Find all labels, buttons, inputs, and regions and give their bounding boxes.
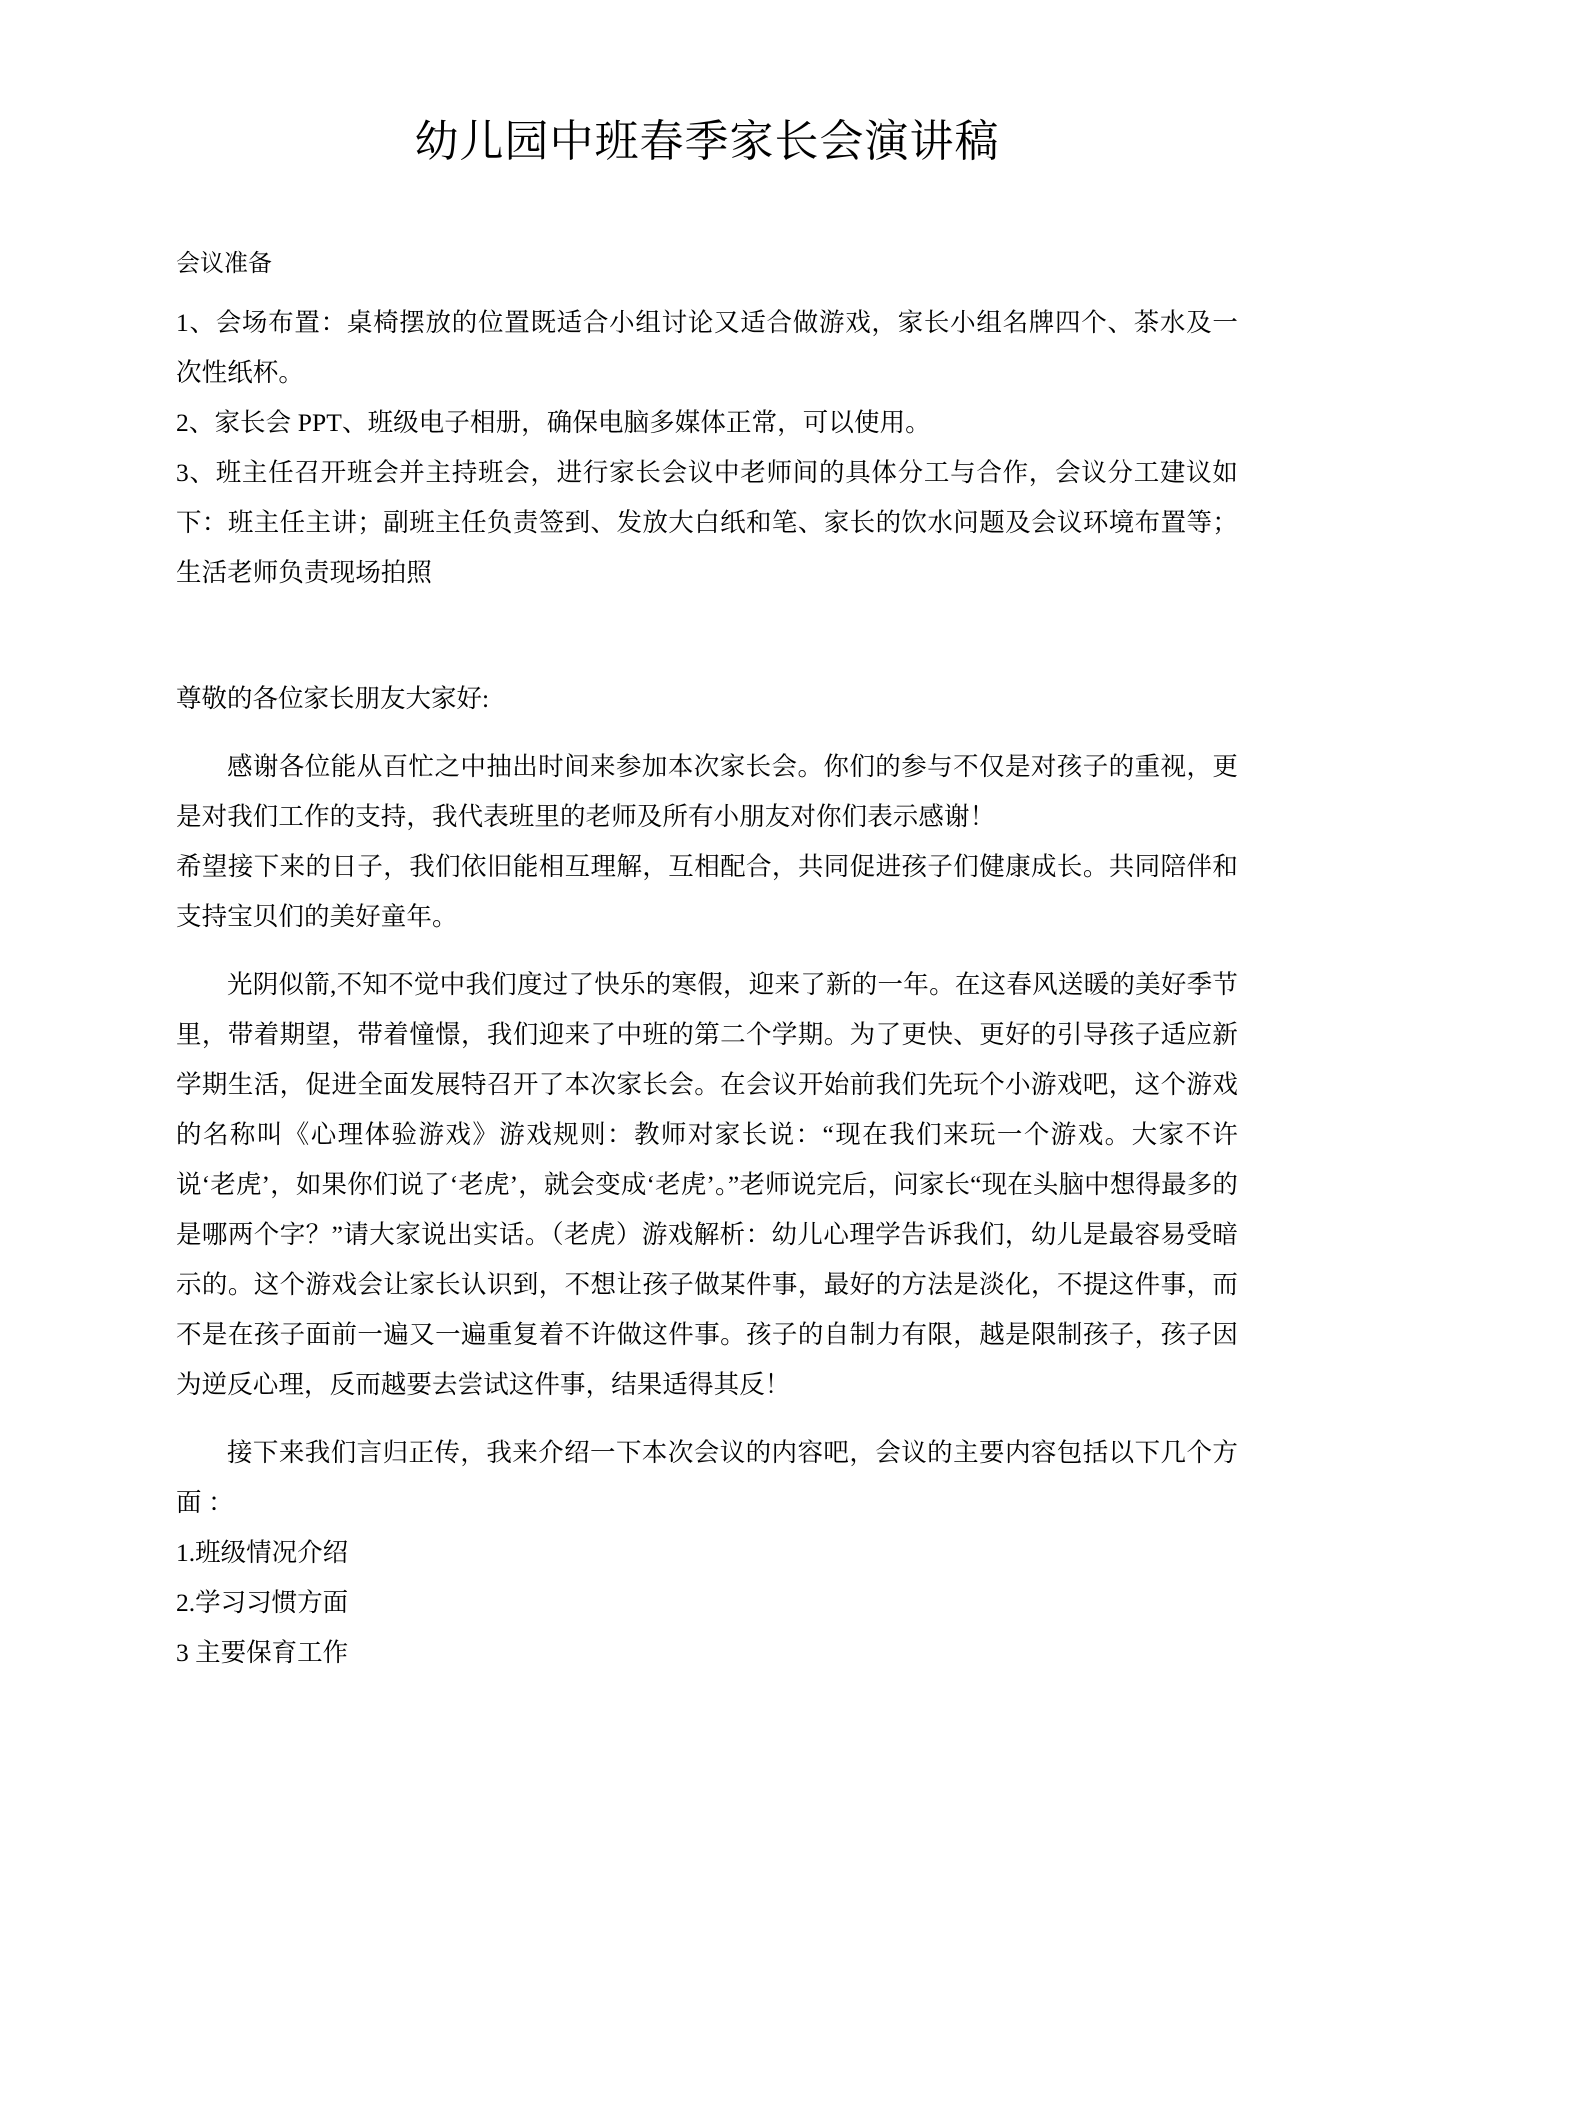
paragraph-thanks: 感谢各位能从百忙之中抽出时间来参加本次家长会。你们的参与不仅是对孩子的重视，更是对我们工作的支持，我代表班里的老师及所有小朋友对你们表示感谢！: [176, 752, 1238, 832]
paragraph-agenda-intro: 接下来我们言归正传，我来介绍一下本次会议的内容吧，会议的主要内容包括以下几个方面 ：: [176, 1438, 1238, 1518]
document-body: [176, 0, 1238, 1678]
section-heading-preparation: 会议准备: [176, 251, 272, 278]
paragraph-main-game: 光阴似箭,不知不觉中我们度过了快乐的寒假，迎来了新的一年。在这春风送暖的美好季节里，带着期望，带着憧憬，我们迎来了中班的第二个学期。为了更快、更好的引导孩子适应新学期生活，促进全面发展特召开了本次家长会。在会议开始前我们先玩个小游戏吧，这个游戏的名称叫《心理体验游戏》游戏规则：教师对家长说：“现在我们来玩一个游戏。大家不许说‘老虎’，如果你们说了‘老虎’，就会变成‘老虎’。”老师说完后，问家长“现在头脑中想得最多的是哪两个字？”请大家说出实话。（老虎）游戏解析：幼儿心理学告诉我们，幼儿是最容易受暗示的。这个游戏会让家长认识到，不想让孩子做某件事，最好的方法是淡化，不提这件事，而不是在孩子面前一遍又一遍重复着不许做这件事。孩子的自制力有限，越是限制孩子，孩子因为逆反心理，反而越要去尝试这件事，结果适得其反！: [176, 970, 1238, 1400]
agenda-item-2: 2.学习习惯方面: [176, 1588, 349, 1618]
salutation: 尊敬的各位家长朋友大家好:: [176, 684, 490, 714]
section-spacer: [176, 598, 1238, 674]
preparation-item-2: 2、家长会 PPT、班级电子相册，确保电脑多媒体正常，可以使用。: [176, 408, 931, 438]
page-title: 幼儿园中班春季家长会演讲稿: [414, 117, 1000, 166]
agenda-item-3: 3 主要保育工作: [176, 1638, 349, 1668]
agenda-item-1: 1.班级情况介绍: [176, 1538, 349, 1568]
preparation-item-3: 3、班主任召开班会并主持班会，进行家长会议中老师间的具体分工与合作，会议分工建议如下：班主任主讲；副班主任负责签到、发放大白纸和笔、家长的饮水问题及会议环境布置等；生活老师负责现场拍照: [176, 458, 1238, 588]
preparation-item-1: 1、会场布置：桌椅摆放的位置既适合小组讨论又适合做游戏，家长小组名牌四个、茶水及一次性纸杯。: [176, 308, 1238, 388]
paragraph-hope: 希望接下来的日子，我们依旧能相互理解，互相配合，共同促进孩子们健康成长。共同陪伴和支持宝贝们的美好童年。: [176, 852, 1238, 932]
